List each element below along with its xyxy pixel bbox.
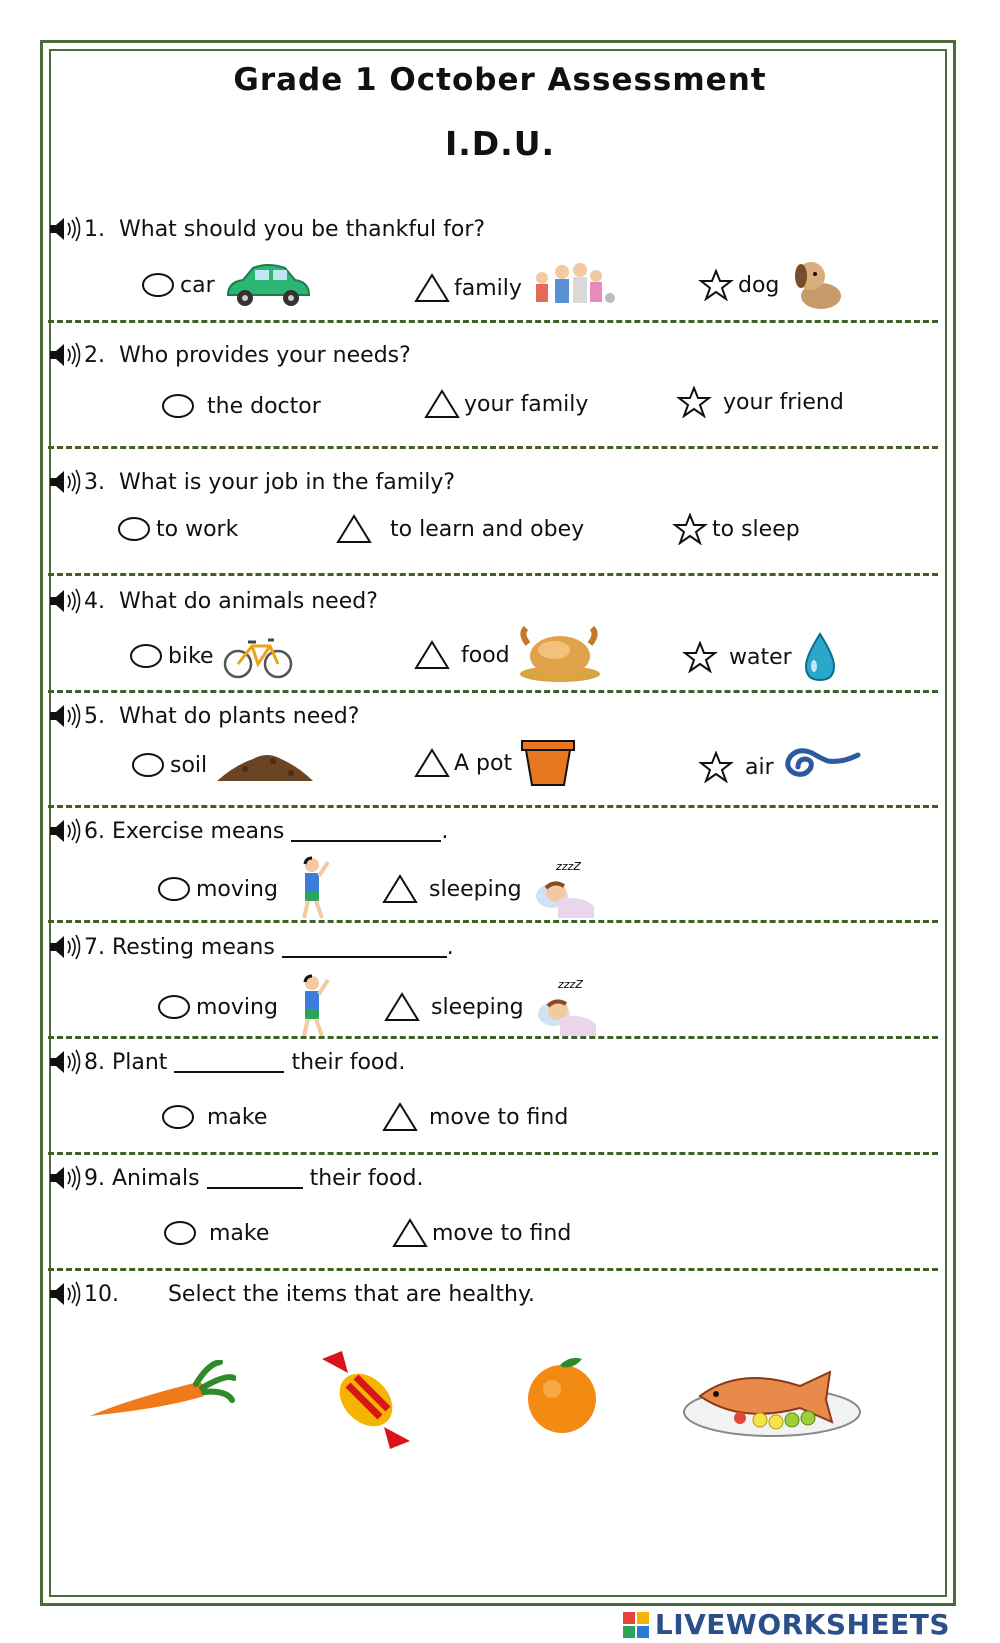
question-3 xyxy=(48,469,938,569)
option-label: water xyxy=(729,644,792,670)
question-label: Exercise means xyxy=(112,818,285,844)
option-label: sleeping xyxy=(431,994,524,1020)
option-sleeping[interactable] xyxy=(382,856,596,922)
option-family[interactable] xyxy=(414,260,620,316)
question-4-text xyxy=(48,588,378,614)
option-label: air xyxy=(745,754,774,780)
option-soil[interactable] xyxy=(130,745,315,785)
carrot-item[interactable] xyxy=(86,1360,236,1424)
divider xyxy=(48,805,938,808)
question-tail: . xyxy=(446,934,454,960)
star-icon[interactable] xyxy=(672,513,708,545)
question-number: 1. xyxy=(84,216,105,242)
page-title: Grade 1 October Assessment xyxy=(233,62,767,98)
speaker-icon[interactable] xyxy=(48,818,82,844)
option-bike[interactable] xyxy=(128,632,294,680)
question-number: 6. xyxy=(84,818,105,844)
option-label: car xyxy=(180,272,215,298)
option-to-sleep[interactable] xyxy=(672,513,800,545)
question-label: Resting means xyxy=(112,934,275,960)
circle-icon[interactable] xyxy=(140,269,176,301)
question-label: Who provides your needs? xyxy=(119,342,411,368)
triangle-icon[interactable] xyxy=(384,991,420,1023)
question-number: 3. xyxy=(84,469,105,495)
logo-mark-icon xyxy=(623,1612,649,1638)
water-drop-icon xyxy=(800,632,840,682)
option-label: make xyxy=(209,1220,270,1246)
question-number: 7. xyxy=(84,934,105,960)
option-to-learn-and-obey[interactable] xyxy=(336,513,584,545)
question-6 xyxy=(48,818,938,918)
question-label: Animals xyxy=(112,1165,200,1191)
question-number: 10. xyxy=(84,1281,119,1307)
question-2-text xyxy=(48,342,411,368)
question-number: 4. xyxy=(84,588,105,614)
question-9-text xyxy=(48,1165,423,1191)
divider xyxy=(48,920,938,923)
option-label: moving xyxy=(196,994,278,1020)
question-8-text xyxy=(48,1049,405,1075)
option-label: move to find xyxy=(432,1220,572,1246)
orange-item[interactable] xyxy=(524,1355,600,1437)
option-label: to work xyxy=(156,516,239,542)
speaker-icon[interactable] xyxy=(48,588,82,614)
speaker-icon[interactable] xyxy=(48,469,82,495)
option-dog[interactable] xyxy=(698,256,847,314)
triangle-icon[interactable] xyxy=(414,639,450,671)
option-your-family[interactable] xyxy=(424,388,588,420)
option-label: moving xyxy=(196,876,278,902)
divider xyxy=(48,1036,938,1039)
circle-icon[interactable] xyxy=(160,390,196,422)
speaker-icon[interactable] xyxy=(48,703,82,729)
option-the-doctor[interactable] xyxy=(160,390,321,422)
question-2 xyxy=(48,342,938,442)
question-label: What do plants need? xyxy=(119,703,360,729)
question-1-text xyxy=(48,216,485,242)
option-to-work[interactable] xyxy=(116,513,238,545)
question-1 xyxy=(48,216,938,316)
triangle-icon[interactable] xyxy=(424,388,460,420)
liveworksheets-logo xyxy=(623,1608,950,1641)
speaker-icon[interactable] xyxy=(48,216,82,242)
car-icon xyxy=(223,260,313,310)
option-label: dog xyxy=(738,272,780,298)
family-icon xyxy=(530,260,620,316)
bike-icon xyxy=(222,632,294,680)
option-your-friend[interactable] xyxy=(676,386,844,418)
soil-pile-icon xyxy=(215,745,315,785)
option-food[interactable] xyxy=(414,624,602,686)
option-make[interactable] xyxy=(162,1217,269,1249)
triangle-icon[interactable] xyxy=(382,1101,418,1133)
question-8 xyxy=(48,1049,938,1149)
divider xyxy=(48,320,938,323)
question-7-text xyxy=(48,934,454,960)
speaker-icon[interactable] xyxy=(48,1165,82,1191)
star-icon[interactable] xyxy=(698,269,734,301)
speaker-icon[interactable] xyxy=(48,1049,82,1075)
question-number: 2. xyxy=(84,342,105,368)
star-icon[interactable] xyxy=(698,751,734,783)
candy-item[interactable] xyxy=(312,1345,422,1455)
option-move-to-find[interactable] xyxy=(392,1217,571,1249)
wind-swirl-icon xyxy=(782,747,862,787)
option-moving[interactable] xyxy=(156,856,332,922)
speaker-icon[interactable] xyxy=(48,1281,82,1307)
question-number: 5. xyxy=(84,703,105,729)
option-label: move to find xyxy=(429,1104,569,1130)
fish-dish-item[interactable] xyxy=(680,1352,864,1444)
question-9 xyxy=(48,1165,938,1265)
divider xyxy=(48,1152,938,1155)
question-number: 8. xyxy=(84,1049,105,1075)
dog-icon xyxy=(787,256,847,314)
answer-blank[interactable] xyxy=(282,936,447,958)
option-label: to sleep xyxy=(712,516,800,542)
sleeping-person-icon xyxy=(532,974,598,1040)
question-label: What should you be thankful for? xyxy=(119,216,486,242)
question-5-text xyxy=(48,703,359,729)
question-number: 9. xyxy=(84,1165,105,1191)
question-tail: their food. xyxy=(291,1049,406,1075)
question-label: Plant xyxy=(112,1049,168,1075)
flower-pot-icon xyxy=(520,739,576,787)
question-7 xyxy=(48,934,938,1034)
circle-icon[interactable] xyxy=(156,873,192,905)
option-car[interactable] xyxy=(140,260,313,310)
option-label: bike xyxy=(168,643,214,669)
question-tail: . xyxy=(441,818,449,844)
question-5 xyxy=(48,703,938,803)
triangle-icon[interactable] xyxy=(392,1217,428,1249)
option-label: food xyxy=(461,642,510,668)
circle-icon[interactable] xyxy=(116,513,152,545)
option-label: your friend xyxy=(723,389,844,415)
question-tail: their food. xyxy=(309,1165,424,1191)
circle-icon[interactable] xyxy=(156,991,192,1023)
answer-blank[interactable] xyxy=(174,1051,284,1073)
star-icon[interactable] xyxy=(676,386,712,418)
option-moving[interactable] xyxy=(156,974,332,1040)
option-sleeping[interactable] xyxy=(384,974,598,1040)
option-label: soil xyxy=(170,752,208,778)
speaker-icon[interactable] xyxy=(48,342,82,368)
triangle-icon[interactable] xyxy=(382,873,418,905)
circle-icon[interactable] xyxy=(160,1101,196,1133)
question-10-text xyxy=(48,1281,535,1307)
brand-name: LIVEWORKSHEETS xyxy=(654,1608,950,1641)
question-label: Select the items that are healthy. xyxy=(167,1281,535,1307)
triangle-icon[interactable] xyxy=(336,513,372,545)
circle-icon[interactable] xyxy=(130,749,166,781)
option-label: family xyxy=(454,275,522,301)
exercising-boy-icon xyxy=(292,856,332,922)
option-move-to-find[interactable] xyxy=(382,1101,568,1133)
page-subtitle: I.D.U. xyxy=(444,124,556,163)
svg-text:zzzZ: zzzZ xyxy=(555,860,581,873)
divider xyxy=(48,1268,938,1271)
option-label: sleeping xyxy=(429,876,522,902)
option-water[interactable] xyxy=(682,632,840,682)
question-6-text xyxy=(48,818,448,844)
triangle-icon[interactable] xyxy=(414,272,450,304)
answer-blank[interactable] xyxy=(291,820,441,842)
option-make[interactable] xyxy=(160,1101,267,1133)
circle-icon[interactable] xyxy=(162,1217,198,1249)
option-a-pot[interactable] xyxy=(414,739,576,787)
option-label: to learn and obey xyxy=(390,516,585,542)
speaker-icon[interactable] xyxy=(48,934,82,960)
option-label: make xyxy=(207,1104,268,1130)
option-label: the doctor xyxy=(207,393,321,419)
divider xyxy=(48,573,938,576)
triangle-icon[interactable] xyxy=(414,747,450,779)
circle-icon[interactable] xyxy=(128,640,164,672)
svg-text:zzzZ: zzzZ xyxy=(557,978,583,991)
star-icon[interactable] xyxy=(682,641,718,673)
question-3-text xyxy=(48,469,455,495)
question-label: What is your job in the family? xyxy=(119,469,456,495)
option-air[interactable] xyxy=(698,747,862,787)
divider xyxy=(48,690,938,693)
divider xyxy=(48,446,938,449)
roast-turkey-icon xyxy=(518,624,602,686)
sleeping-person-icon xyxy=(530,856,596,922)
option-label: A pot xyxy=(454,750,513,776)
exercising-boy-icon xyxy=(292,974,332,1040)
answer-blank[interactable] xyxy=(207,1167,303,1189)
question-4 xyxy=(48,588,938,688)
question-label: What do animals need? xyxy=(119,588,378,614)
option-label: your family xyxy=(464,391,589,417)
